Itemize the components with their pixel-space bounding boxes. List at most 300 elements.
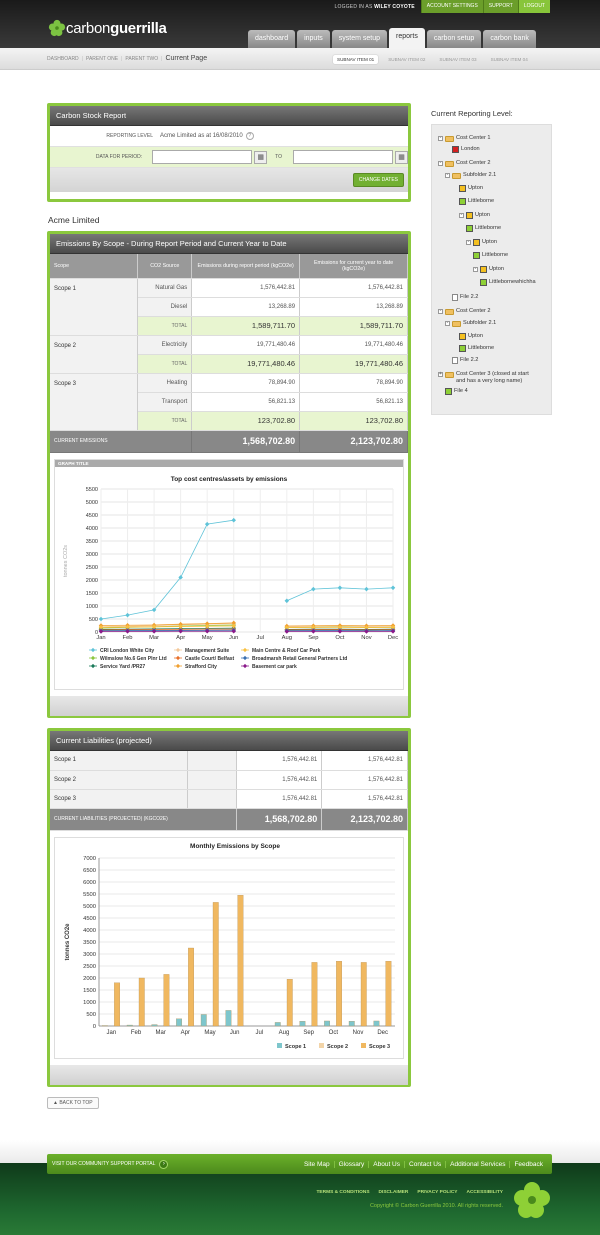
legend-label: Main Centre & Roof Car Park [252, 647, 321, 654]
legend-label: Broadmarsh Retail General Partners Ltd [252, 655, 348, 662]
breadcrumb-current: Current Page [165, 55, 208, 62]
bar [201, 1014, 207, 1026]
bar [275, 1022, 281, 1026]
y-tick-label: 4500 [85, 512, 98, 519]
subnav-item[interactable]: SUBNAV ITEM 03 [439, 57, 477, 62]
value-cell: 78,894.90 [192, 373, 300, 392]
bar [300, 1021, 306, 1026]
tree-node[interactable] [459, 212, 490, 219]
tree-node-label [475, 225, 501, 232]
reporting-tree [431, 124, 552, 415]
logout-button[interactable]: LOGOUT [518, 0, 550, 13]
file-icon [452, 357, 458, 364]
tree-node[interactable] [452, 345, 494, 352]
tab-inputs[interactable]: inputs [297, 30, 330, 48]
collapse-icon[interactable]: - [460, 212, 463, 218]
tree-node-label [468, 198, 494, 205]
y-tick-label: 5000 [83, 903, 96, 910]
value-cell: 1,576,442.81 [322, 751, 408, 770]
collapse-icon[interactable]: - [439, 135, 442, 141]
x-tick-label: Apr [180, 1029, 191, 1036]
blank-cell [187, 770, 236, 789]
x-tick-label: Sep [308, 634, 319, 641]
source-cell: Natural Gas [138, 278, 192, 297]
tree-node-label [468, 185, 483, 192]
value-cell: 1,576,442.81 [236, 751, 322, 770]
tree-node-label [456, 160, 491, 167]
legal-link[interactable]: PRIVACY POLICY [417, 1190, 458, 1195]
scope-cell: Scope 1 [50, 751, 187, 770]
y-tick-label: 6000 [83, 879, 96, 886]
bar [226, 1010, 232, 1026]
y-tick-label: 4000 [83, 927, 96, 934]
tree-node[interactable] [452, 185, 483, 192]
tree-node[interactable] [466, 239, 497, 246]
to-label: TO [275, 154, 282, 160]
source-cell: Transport [138, 392, 192, 411]
table-row [50, 789, 408, 808]
x-tick-label: Sep [303, 1029, 315, 1036]
legend-swatch [319, 1043, 324, 1048]
tab-carbon-setup[interactable]: carbon setup [427, 30, 481, 48]
tree-node[interactable] [445, 294, 478, 301]
clover-icon [512, 1180, 552, 1220]
tree-node[interactable] [438, 371, 529, 385]
tree-node-text: Cost Center 2 [456, 160, 491, 166]
copyright: Copyright © Carbon Guerrilla 2010. All rights reserved. [369, 1203, 503, 1209]
x-tick-label: May [204, 1029, 216, 1036]
status-square-icon [459, 185, 466, 192]
x-tick-label: Apr [176, 634, 186, 641]
legend-label: Management Suite [185, 647, 230, 654]
clover-icon [48, 19, 66, 37]
tree-node-label [489, 266, 504, 273]
x-tick-label: Jun [229, 1029, 240, 1036]
support-portal-link[interactable] [47, 1160, 168, 1169]
x-tick-label: Mar [149, 634, 160, 641]
bar-chart [55, 838, 403, 1056]
value-cell: 2,123,702.80 [322, 808, 408, 830]
panel-footer [50, 696, 408, 716]
table-row [50, 770, 408, 789]
y-tick-label: 2500 [85, 564, 98, 571]
emissions-table [50, 254, 408, 453]
x-tick-label: Nov [361, 634, 372, 641]
tree-node-label [454, 388, 468, 395]
panel-footer [50, 168, 408, 192]
y-tick-label: 3500 [83, 939, 96, 946]
main-tabs [248, 30, 538, 48]
status-square-icon [459, 333, 466, 340]
collapse-icon[interactable]: - [467, 239, 470, 245]
tree-node-text: Cost Center 1 [456, 135, 491, 141]
tree-node-text: London [461, 146, 480, 152]
tree-node[interactable] [438, 160, 491, 167]
footer-link[interactable]: Additional Services [445, 1161, 509, 1168]
tree-node-text: File 2.2 [460, 294, 479, 300]
y-tick-label: 3000 [83, 951, 96, 958]
bar [349, 1021, 355, 1026]
panel-title: Current Liabilities (projected) [50, 731, 408, 751]
tree-node-label [475, 212, 490, 219]
tree-node-label [463, 172, 496, 179]
tab-dashboard[interactable]: dashboard [248, 30, 295, 48]
tree-node-text: Littleborne [482, 252, 509, 258]
blank-cell [187, 789, 236, 808]
support-button[interactable]: SUPPORT [483, 0, 518, 13]
value-cell: 56,821.13 [192, 392, 300, 411]
collapse-icon[interactable]: - [474, 266, 477, 272]
tab-carbon-bank[interactable]: carbon bank [483, 30, 536, 48]
legal-link[interactable]: DISCLAIMER [378, 1190, 409, 1195]
status-square-icon [473, 239, 480, 246]
tree-node[interactable] [438, 388, 468, 395]
tree-node[interactable] [452, 198, 494, 205]
tab-reports[interactable]: reports [389, 28, 425, 48]
subnav-item[interactable]: SUBNAV ITEM 04 [490, 57, 528, 62]
bar [287, 979, 293, 1026]
legend-marker [176, 663, 180, 667]
panel-footer [50, 1065, 408, 1085]
calendar-icon[interactable]: ▦ [395, 151, 408, 164]
series-line [101, 520, 234, 619]
bar [114, 982, 120, 1025]
status-square-icon [473, 252, 480, 259]
table-header-row [50, 254, 408, 278]
legend-label: Service Yard /PR27 [100, 663, 146, 670]
x-tick-label: Oct [328, 1029, 339, 1036]
tree-node-label [482, 239, 497, 246]
data-point [99, 616, 104, 621]
reporting-level-heading: Current Reporting Level: [431, 109, 513, 118]
y-tick-label: 5500 [83, 891, 96, 898]
status-square-icon [459, 198, 466, 205]
collapse-icon[interactable]: - [439, 160, 442, 166]
x-tick-label: Jun [229, 634, 239, 641]
y-tick-label: 5000 [85, 499, 98, 506]
bar [176, 1018, 182, 1025]
value-cell: 19,771,480.46 [300, 354, 408, 373]
folder-icon [445, 309, 454, 315]
tree-node[interactable] [473, 266, 504, 273]
folder-icon [452, 321, 461, 327]
legend-label: Castle Court/ Belfast [185, 655, 235, 662]
collapse-icon[interactable]: - [446, 172, 449, 178]
breadcrumb-separator: | [161, 55, 163, 62]
tree-node-label [456, 371, 529, 385]
chart-title: Monthly Emissions by Scope [190, 842, 280, 850]
tree-node-text: Subfolder 2.1 [463, 320, 497, 326]
bar [324, 1020, 330, 1025]
data-point [338, 585, 343, 590]
bar [139, 978, 145, 1026]
tree-node[interactable] [445, 172, 496, 179]
y-tick-label: 500 [86, 1011, 96, 1018]
col-header: Scope [50, 254, 138, 278]
x-tick-label: Jul [255, 1029, 264, 1036]
x-tick-label: Jan [96, 634, 106, 641]
legend-marker [91, 663, 95, 667]
value-cell: 19,771,480.46 [192, 335, 300, 354]
x-tick-label: Feb [122, 634, 133, 641]
footer-links [300, 1154, 547, 1174]
footer-link[interactable]: Glossary [334, 1161, 369, 1168]
y-tick-label: 1500 [85, 590, 98, 597]
status-square-icon [466, 212, 473, 219]
top-bar [335, 0, 550, 13]
liabilities-table [50, 751, 408, 831]
value-cell: 2,123,702.80 [300, 430, 408, 452]
bar [188, 948, 194, 1026]
table-row [50, 278, 408, 297]
chart-title: Top cost centres/assets by emissions [170, 475, 288, 483]
legend-label: Strafford City [185, 663, 217, 670]
col-header: CO2 Source [138, 254, 192, 278]
legend-label: Wilmslow No.6 Gen Plnr Ltd [100, 655, 167, 662]
tree-node-text: and has a very long name) [456, 378, 523, 384]
folder-icon [452, 173, 461, 179]
tree-node[interactable] [445, 357, 478, 364]
bar [238, 895, 244, 1026]
graph-title: GRAPH TITLE [55, 460, 403, 467]
tree-node-label [489, 279, 536, 286]
y-tick-label: 0 [94, 629, 98, 636]
y-tick-label: 2000 [83, 975, 96, 982]
legend-label: CRI London White City [100, 647, 155, 654]
tree-node[interactable] [438, 135, 491, 142]
bar [374, 1020, 380, 1025]
subnav-item[interactable]: SUBNAV ITEM 02 [388, 57, 426, 62]
calendar-icon[interactable]: ▦ [254, 151, 267, 164]
value-cell: 1,576,442.81 [192, 278, 300, 297]
x-tick-label: Mar [155, 1029, 166, 1036]
footer-link[interactable]: Contact Us [404, 1161, 445, 1168]
back-to-top-button[interactable] [47, 1097, 99, 1109]
x-tick-label: Aug [278, 1029, 290, 1036]
tree-node-text: File 4 [454, 388, 468, 394]
to-date-input[interactable] [293, 150, 393, 164]
tree-node-label [463, 320, 496, 327]
status-square-icon [459, 345, 466, 352]
value-cell: 1,576,442.81 [236, 770, 322, 789]
status-square-icon [445, 388, 452, 395]
current-emissions-label: CURRENT EMISSIONS [50, 430, 192, 452]
carbon-stock-panel [47, 103, 411, 202]
data-point [311, 586, 316, 591]
subnav-item[interactable]: SUBNAV ITEM 01 [333, 55, 378, 64]
breadcrumb-item[interactable]: DASHBOARD [47, 55, 79, 62]
value-cell: 78,894.90 [300, 373, 408, 392]
reporting-level-label: REPORTING LEVEL [106, 133, 153, 139]
footer-link[interactable]: Feedback [509, 1161, 547, 1168]
tree-node-label [468, 345, 494, 352]
series-line [101, 630, 234, 631]
tree-node[interactable] [473, 279, 536, 286]
legal-link[interactable]: TERMS & CONDITIONS [316, 1190, 370, 1195]
x-tick-label: Jan [106, 1029, 117, 1036]
legend-marker [91, 655, 95, 659]
x-tick-label: Feb [130, 1029, 142, 1036]
status-square-icon [480, 266, 487, 273]
tree-node-label [482, 252, 508, 259]
status-square-icon [480, 279, 487, 286]
breadcrumb-item[interactable]: PARENT TWO [125, 55, 159, 62]
logo-text: carbonguerrilla [66, 19, 167, 37]
x-tick-label: Aug [281, 634, 292, 641]
logged-in-text: LOGGED IN AS WILEY COYOTE [334, 3, 415, 10]
period-label: DATA FOR PERIOD: [95, 154, 143, 160]
arrow-up-icon: ▲ [53, 1100, 58, 1106]
scope-cell: Scope 2 [50, 770, 187, 789]
tree-node-text: Subfolder 2.1 [463, 172, 497, 178]
bar [164, 974, 170, 1026]
x-tick-label: Jul [256, 634, 264, 641]
total-label: TOTAL [138, 354, 192, 373]
legend-marker [243, 655, 247, 659]
account-settings-button[interactable]: ACCOUNT SETTINGS [421, 0, 483, 13]
value-cell: 1,568,702.80 [236, 808, 322, 830]
source-cell: Diesel [138, 297, 192, 316]
footer-link[interactable]: Site Map [303, 1160, 330, 1168]
data-point [391, 585, 396, 590]
total-label: TOTAL [138, 316, 192, 335]
value-cell: 19,771,480.46 [192, 354, 300, 373]
y-tick-label: 500 [88, 616, 98, 623]
tree-node-label [460, 357, 478, 364]
scope-cell: Scope 3 [50, 789, 187, 808]
x-tick-label: Dec [387, 634, 399, 641]
breadcrumb [47, 55, 210, 62]
value-cell: 123,702.80 [192, 411, 300, 430]
emissions-panel [47, 231, 411, 718]
legend-marker [91, 647, 95, 651]
source-cell: Heating [138, 373, 192, 392]
data-point [285, 598, 290, 603]
tab-system-setup[interactable]: system setup [332, 30, 387, 48]
tree-node-text: Littlebornewhichha [489, 279, 536, 285]
legend-label: Scope 2 [327, 1043, 349, 1050]
bar [361, 962, 367, 1026]
data-point [125, 612, 130, 617]
legend-swatch [277, 1043, 282, 1048]
tree-node[interactable] [445, 146, 480, 153]
breadcrumb-separator: | [81, 55, 83, 62]
tree-node-label [468, 333, 483, 340]
total-label: CURRENT LIABILITIES (PROJECTED) (KGCO2E) [50, 808, 236, 830]
value-cell: 13,268.89 [300, 297, 408, 316]
bar [127, 1025, 133, 1026]
support-portal-label: VISIT OUR COMMUNITY SUPPORT PORTAL [52, 1161, 156, 1167]
collapse-icon[interactable]: - [439, 308, 442, 314]
footer-bar [47, 1154, 552, 1174]
line-chart-box [54, 459, 404, 690]
liabilities-total-row [50, 808, 408, 830]
tree-node[interactable] [452, 333, 483, 340]
tree-node-text: Upton [489, 266, 504, 272]
bar [213, 902, 219, 1026]
table-row [50, 335, 408, 354]
data-point [364, 586, 369, 591]
legal-link[interactable]: ACCESSIBILITY [466, 1190, 503, 1195]
tree-node-text: Cost Center 3 (closed at start [456, 371, 529, 377]
x-tick-label: May [201, 634, 213, 641]
x-tick-label: Nov [352, 1029, 364, 1036]
legend-label: Scope 1 [285, 1043, 307, 1050]
panel-title: Emissions By Scope - During Report Period and Current Year to Date [50, 234, 408, 254]
status-square-icon [466, 225, 473, 232]
value-cell: 13,268.89 [192, 297, 300, 316]
scope-cell: Scope 2 [50, 335, 138, 373]
source-cell: Electricity [138, 335, 192, 354]
change-dates-button[interactable]: CHANGE DATES [353, 173, 404, 187]
tree-node-label [456, 135, 491, 142]
back-to-top-label: BACK TO TOP [59, 1100, 93, 1106]
bar [386, 961, 392, 1026]
arrow-right-icon: › [159, 1160, 168, 1169]
legend-marker [176, 655, 180, 659]
collapse-icon[interactable]: - [446, 320, 449, 326]
y-tick-label: 1000 [85, 603, 98, 610]
tree-node[interactable] [438, 308, 491, 315]
value-cell: 1,576,442.81 [300, 278, 408, 297]
y-axis-label: tonnes CO2s [63, 544, 69, 577]
y-tick-label: 4000 [85, 525, 98, 532]
y-tick-label: 4500 [83, 915, 96, 922]
tree-node-text: Littleborne [468, 198, 495, 204]
scope-cell: Scope 3 [50, 373, 138, 430]
breadcrumb-item[interactable]: PARENT ONE [86, 55, 119, 62]
line-chart [55, 467, 403, 687]
value-cell: 1,589,711.70 [300, 316, 408, 335]
bar [312, 962, 318, 1026]
y-tick-label: 5500 [85, 486, 98, 493]
period-row [50, 147, 408, 168]
tree-node[interactable] [459, 225, 501, 232]
status-square-icon [452, 146, 459, 153]
legend-marker [243, 663, 247, 667]
expand-icon[interactable]: + [439, 371, 442, 377]
tree-node-text: Upton [482, 239, 497, 245]
liabilities-panel [47, 728, 411, 1087]
data-point [231, 517, 236, 522]
value-cell: 1,576,442.81 [322, 789, 408, 808]
table-row [50, 373, 408, 392]
logo[interactable] [48, 19, 167, 37]
help-icon[interactable]: ? [246, 132, 254, 140]
legend-marker [176, 647, 180, 651]
y-axis-label: tonnes CO2e [65, 922, 71, 961]
y-tick-label: 2500 [83, 963, 96, 970]
y-tick-label: 2000 [85, 577, 98, 584]
tree-node[interactable] [466, 252, 508, 259]
col-header: Emissions during report period (kgCO2e) [192, 254, 300, 278]
tree-node-label [461, 146, 480, 153]
y-tick-label: 0 [92, 1023, 96, 1030]
from-date-input[interactable] [152, 150, 252, 164]
tree-node-text: File 2.2 [460, 357, 479, 363]
tree-node-text: Upton [468, 185, 483, 191]
y-tick-label: 6500 [83, 867, 96, 874]
tree-node-text: Upton [468, 333, 483, 339]
tree-node[interactable] [445, 320, 496, 327]
footer-link[interactable]: About Us [368, 1161, 404, 1168]
reporting-level-row [50, 126, 408, 147]
folder-icon [445, 372, 454, 378]
scope-cell: Scope 1 [50, 278, 138, 335]
subnav [333, 55, 538, 64]
breadcrumb-separator: | [121, 55, 123, 62]
company-name: Acme Limited [48, 215, 100, 225]
